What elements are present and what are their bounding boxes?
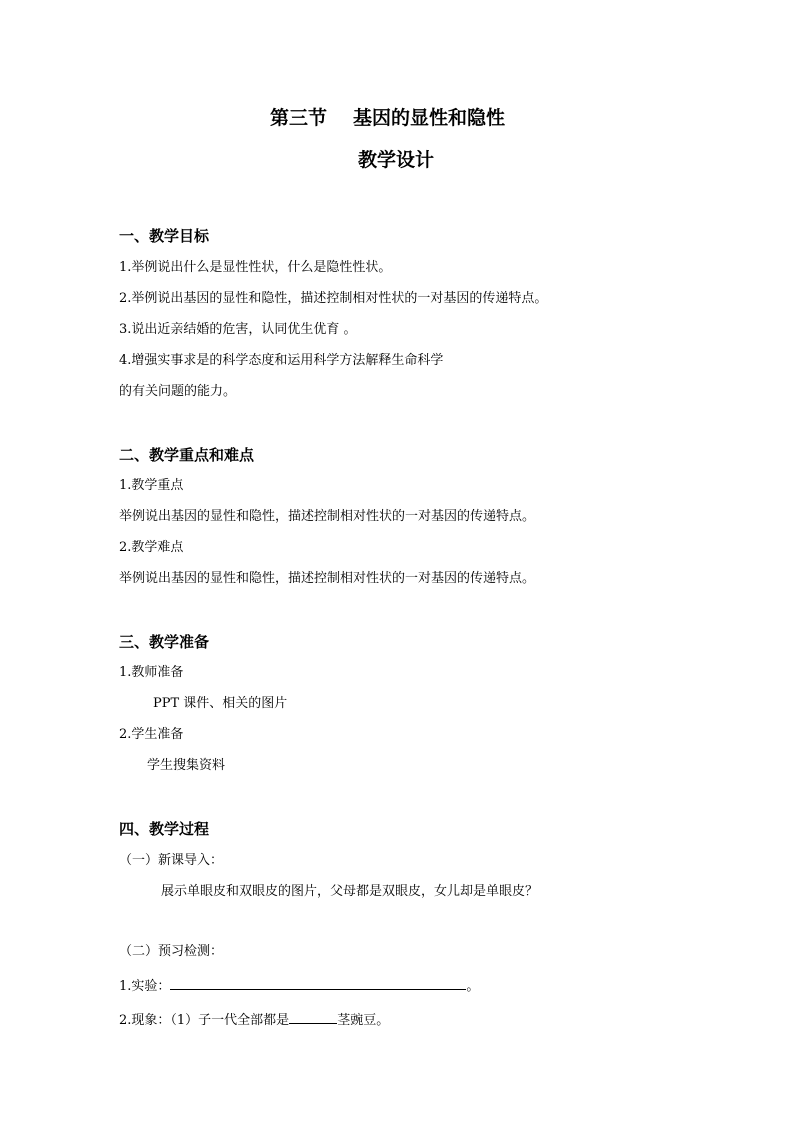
experiment-line <box>119 977 479 995</box>
experiment-label: 1.实验： <box>119 979 171 994</box>
difficulty-text: 举例说出基因的显性和隐性，描述控制相对性状的一对基因的传递特点。 <box>119 571 536 586</box>
section3-heading: 三、教学准备 <box>119 633 210 651</box>
phenomenon-answer-blank[interactable] <box>289 1011 337 1024</box>
objective-1: 1.举例说出什么是显性性状，什么是隐性性状。 <box>119 260 392 275</box>
title-topic: 基因的显性和隐性 <box>353 107 506 129</box>
objective-4: 4.增强实事求是的科学态度和运用科学方法解释生命科学 <box>119 353 444 368</box>
objective-2: 2.举例说出基因的显性和隐性，描述控制相对性状的一对基因的传递特点。 <box>119 291 548 306</box>
experiment-end: 。 <box>466 979 480 994</box>
title-line1 <box>270 106 505 130</box>
experiment-answer-blank[interactable] <box>170 977 466 990</box>
section2-heading: 二、教学重点和难点 <box>119 446 255 464</box>
section1-heading: 一、教学目标 <box>119 227 210 245</box>
preview-check-label: （二）预习检测： <box>119 944 224 959</box>
intro-label: （一）新课导入： <box>119 853 224 868</box>
key-point-text: 举例说出基因的显性和隐性，描述控制相对性状的一对基因的传递特点。 <box>119 509 536 524</box>
phenomenon-line <box>119 1011 389 1029</box>
teacher-prep-text: PPT 课件、相关的图片 <box>153 696 288 711</box>
section4-heading: 四、教学过程 <box>119 820 210 838</box>
title-line2: 教学设计 <box>358 149 435 171</box>
intro-text: 展示单眼皮和双眼皮的图片，父母都是双眼皮，女儿却是单眼皮？ <box>161 884 539 899</box>
difficulty-label: 2.教学难点 <box>119 540 184 555</box>
phenomenon-label: 2.现象：（1）子一代全部都是 <box>119 1013 290 1028</box>
phenomenon-end: 茎豌豆。 <box>337 1013 390 1028</box>
teacher-prep-label: 1.教师准备 <box>119 665 184 680</box>
objective-3: 3.说出近亲结婚的危害，认同优生优育 。 <box>119 322 357 337</box>
title-section-number: 第三节 <box>270 107 328 129</box>
student-prep-label: 2.学生准备 <box>119 727 184 742</box>
key-point-label: 1.教学重点 <box>119 478 184 493</box>
objective-4-continued: 的有关问题的能力。 <box>119 384 237 399</box>
student-prep-text: 学生搜集资料 <box>147 758 226 773</box>
